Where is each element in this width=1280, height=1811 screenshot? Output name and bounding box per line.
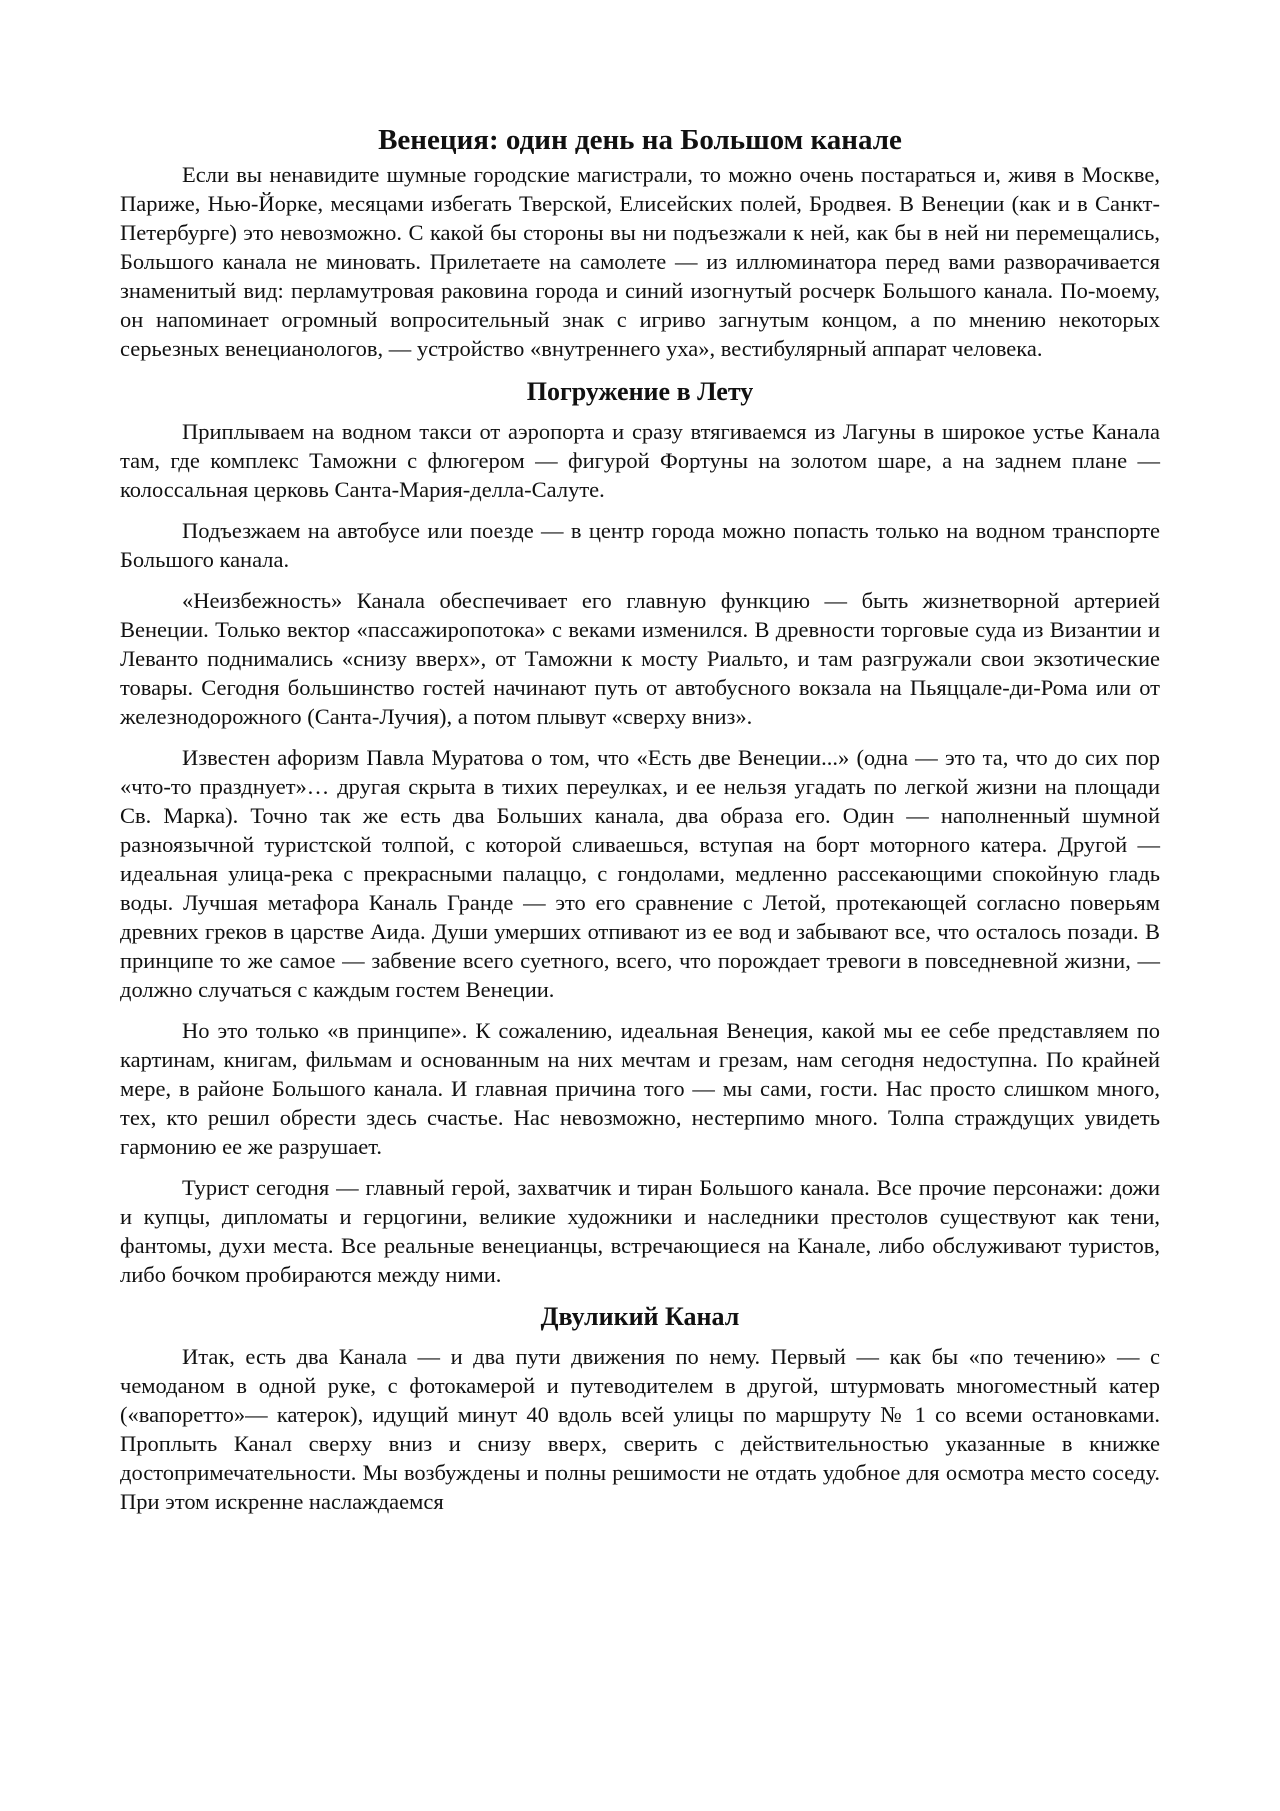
intro-paragraph: Если вы ненавидите шумные городские магистрали, то можно очень постараться и, живя в Москве, Париже, Нью-Йорке, месяцами избегать Тверской, Елисейских полей, Бродвея. В Венеции (как и в Санкт-Петербурге) это невозможно. С какой бы стороны вы ни подъезжали к ней, как бы в ней ни перемещались, Большого канала не миновать. Прилетаете на самолете — из иллюминатора перед вами разворачивается знаменитый вид: перламутровая раковина города и синий изогнутый росчерк Большого канала. По-моему, он напоминает огромный вопросительный знак с игриво загнутым концом, а по мнению некоторых серьезных венецианологов, — устройство «внутреннего уха», вестибулярный аппарат человека. — [120, 162, 1160, 361]
paragraph: Подъезжаем на автобусе или поезде — в центр города можно попасть только на водном транспорте Большого канала. — [120, 518, 1160, 572]
paragraph: Но это только «в принципе». К сожалению, идеальная Венеция, какой мы ее себе представляем по картинам, книгам, фильмам и основанным на них мечтам и грезам, нам сегодня недоступна. По крайней мере, в районе Большого канала. И главная причина того — мы сами, гости. Нас просто слишком много, тех, кто решил обрести здесь счастье. Нас невозможно, нестерпимо много. Толпа страждущих увидеть гармонию ее же разрушает. — [120, 1018, 1160, 1159]
section-heading-two-faced-canal: Двуликий Канал — [540, 1302, 740, 1331]
paragraph: Турист сегодня — главный герой, захватчик и тиран Большого канала. Все прочие персонажи: дожи и купцы, дипломаты и герцогини, великие художники и наследники престолов существуют как тени, фантомы, духи места. Все реальные венецианцы, встречающиеся на Канале, либо обслуживают туристов, либо бочком пробираются между ними. — [120, 1175, 1160, 1287]
paragraph: Известен афоризм Павла Муратова о том, что «Есть две Венеции...» (одна — это та, что до сих пор «что-то празднует»… другая скрыта в тихих переулках, и ее нельзя угадать по легкой жизни на площади Св. Марка). Точно так же есть два Больших канала, два образа его. Один — наполненный шумной разноязычной туристской толпой, с которой сливаешься, вступая на борт моторного катера. Другой — идеальная улица-река с прекрасными палаццо, с гондолами, медленно рассекающими спокойную гладь воды. Лучшая метафора Каналь Гранде — это его сравнение с Летой, протекающей согласно поверьям древних греков в царстве Аида. Души умерших отпивают из ее вод и забывают все, что осталось позади. В принципе то же самое — забвение всего суетного, всего, что порождает тревоги в повседневной жизни, — должно случаться с каждым гостем Венеции. — [120, 745, 1160, 1002]
document-title: Венеция: один день на Большом канале — [378, 124, 902, 156]
paragraph: «Неизбежность» Канала обеспечивает его главную функцию — быть жизнетворной артерией Венеции. Только вектор «пассажиропотока» с веками изменился. В древности торговые суда из Византии и Леванто поднимались «снизу вверх», от Таможни к мосту Риальто, и там разгружали свои экзотические товары. Сегодня большинство гостей начинают путь от автобусного вокзала на Пьяццале-ди-Рома или от железнодорожного (Санта-Лучия), а потом плывут «сверху вниз». — [120, 588, 1160, 729]
section-heading-lethe: Погружение в Лету — [526, 377, 754, 406]
document-body — [120, 122, 1160, 1528]
paragraph: Итак, есть два Канала — и два пути движения по нему. Первый — как бы «по течению» — с чемоданом в одной руке, с фотокамерой и путеводителем в другой, штурмовать многоместный катер («вапоретто»— катерок), идущий минут 40 вдоль всей улицы по маршруту № 1 со всеми остановками. Проплыть Канал сверху вниз и снизу вверх, сверить с действительностью указанные в книжке достопримечательности. Мы возбуждены и полны решимости не отдать удобное для осмотра место соседу. При этом искренне наслаждаемся — [120, 1344, 1160, 1514]
paragraph: Приплываем на водном такси от аэропорта и сразу втягиваемся из Лагуны в широкое устье Канала там, где комплекс Таможни с флюгером — фигурой Фортуны на золотом шаре, а на заднем плане — колоссальная церковь Санта-Мария-делла-Салуте. — [120, 419, 1160, 502]
